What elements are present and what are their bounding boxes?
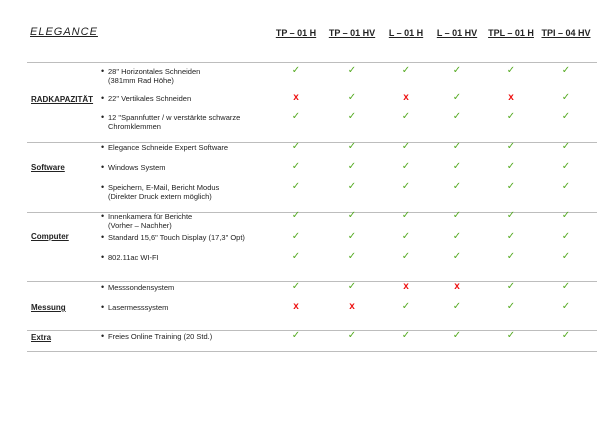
check-icon: ✓ <box>291 161 301 172</box>
feature-item <box>101 302 169 312</box>
feature-item <box>101 162 166 172</box>
check-icon: ✓ <box>561 281 571 292</box>
cross-icon: x <box>403 92 409 103</box>
check-icon: ✓ <box>452 181 462 192</box>
check-icon: ✓ <box>291 330 301 341</box>
check-icon: ✓ <box>347 111 357 122</box>
feature-text: Freies Online Training (20 Std.) <box>108 332 213 341</box>
check-icon: ✓ <box>401 231 411 242</box>
feature-item <box>101 282 175 292</box>
feature-text: Windows System <box>108 163 166 172</box>
bullet-icon: • <box>101 182 105 192</box>
check-icon: ✓ <box>347 161 357 172</box>
check-icon: ✓ <box>347 231 357 242</box>
check-icon: ✓ <box>561 92 571 103</box>
feature-text: (381mm Rad Höhe) <box>108 76 174 85</box>
check-icon: ✓ <box>506 141 516 152</box>
bullet-icon: • <box>101 331 105 341</box>
section-label: RADKAPAZITÄT <box>31 95 94 104</box>
check-icon: ✓ <box>506 330 516 341</box>
page-title: ELEGANCE <box>30 26 98 38</box>
feature-item <box>101 182 220 201</box>
column-header: TPL – 01 H <box>488 28 534 38</box>
check-icon: ✓ <box>452 111 462 122</box>
column-header: L – 01 H <box>388 28 424 38</box>
check-icon: ✓ <box>347 330 357 341</box>
check-icon: ✓ <box>401 330 411 341</box>
check-icon: ✓ <box>291 251 301 262</box>
section-label: Software <box>31 163 65 172</box>
column-header: TP – 01 HV <box>328 28 376 38</box>
feature-text: (Direkter Druck extern möglich) <box>108 192 212 201</box>
check-icon: ✓ <box>506 251 516 262</box>
feature-item <box>101 331 213 341</box>
check-icon: ✓ <box>347 281 357 292</box>
check-icon: ✓ <box>401 161 411 172</box>
check-icon: ✓ <box>561 210 571 221</box>
row-divider <box>27 351 597 352</box>
check-icon: ✓ <box>561 65 571 76</box>
feature-text: 12 "Spannfutter / w verstärkte schwarze <box>108 113 241 122</box>
feature-text: 28" Horizontales Schneiden <box>108 67 201 76</box>
check-icon: ✓ <box>561 330 571 341</box>
check-icon: ✓ <box>506 181 516 192</box>
check-icon: ✓ <box>347 92 357 103</box>
check-icon: ✓ <box>347 65 357 76</box>
feature-text: Lasermesssystem <box>108 303 169 312</box>
check-icon: ✓ <box>347 181 357 192</box>
column-header: TP – 01 H <box>275 28 317 38</box>
feature-text: Chromklemmen <box>108 122 161 131</box>
cross-icon: x <box>349 301 355 312</box>
check-icon: ✓ <box>291 181 301 192</box>
check-icon: ✓ <box>506 281 516 292</box>
column-header: TPI – 04 HV <box>541 28 591 38</box>
bullet-icon: • <box>101 282 105 292</box>
feature-text: Speichern, E-Mail, Bericht Modus <box>108 183 220 192</box>
feature-text: 802.11ac WI-FI <box>108 253 159 262</box>
check-icon: ✓ <box>452 210 462 221</box>
bullet-icon: • <box>101 112 105 122</box>
check-icon: ✓ <box>561 181 571 192</box>
check-icon: ✓ <box>401 301 411 312</box>
feature-item <box>101 66 201 85</box>
check-icon: ✓ <box>452 161 462 172</box>
row-divider <box>27 62 597 63</box>
check-icon: ✓ <box>401 111 411 122</box>
cross-icon: x <box>403 281 409 292</box>
feature-text: Messsondensystem <box>108 283 175 292</box>
check-icon: ✓ <box>561 301 571 312</box>
check-icon: ✓ <box>401 251 411 262</box>
cross-icon: x <box>293 92 299 103</box>
check-icon: ✓ <box>506 111 516 122</box>
check-icon: ✓ <box>291 281 301 292</box>
feature-item <box>101 252 159 262</box>
check-icon: ✓ <box>452 65 462 76</box>
feature-item <box>101 112 241 131</box>
check-icon: ✓ <box>506 231 516 242</box>
bullet-icon: • <box>101 252 105 262</box>
bullet-icon: • <box>101 142 105 152</box>
section-label: Messung <box>31 303 66 312</box>
check-icon: ✓ <box>401 210 411 221</box>
check-icon: ✓ <box>291 111 301 122</box>
feature-text: Standard 15,6" Touch Display (17,3" Opt) <box>108 233 245 242</box>
check-icon: ✓ <box>291 65 301 76</box>
check-icon: ✓ <box>452 301 462 312</box>
check-icon: ✓ <box>401 65 411 76</box>
section-label: Extra <box>31 333 52 342</box>
check-icon: ✓ <box>452 330 462 341</box>
check-icon: ✓ <box>561 231 571 242</box>
feature-item <box>101 93 192 103</box>
feature-item <box>101 211 193 230</box>
check-icon: ✓ <box>452 141 462 152</box>
check-icon: ✓ <box>506 161 516 172</box>
bullet-icon: • <box>101 66 105 76</box>
check-icon: ✓ <box>452 251 462 262</box>
feature-item <box>101 232 245 242</box>
cross-icon: x <box>454 281 460 292</box>
check-icon: ✓ <box>561 111 571 122</box>
check-icon: ✓ <box>506 301 516 312</box>
check-icon: ✓ <box>561 141 571 152</box>
bullet-icon: • <box>101 211 105 221</box>
bullet-icon: • <box>101 302 105 312</box>
column-header: L – 01 HV <box>436 28 478 38</box>
cross-icon: x <box>508 92 514 103</box>
bullet-icon: • <box>101 162 105 172</box>
check-icon: ✓ <box>561 251 571 262</box>
check-icon: ✓ <box>561 161 571 172</box>
check-icon: ✓ <box>347 210 357 221</box>
check-icon: ✓ <box>452 92 462 103</box>
feature-item <box>101 142 229 152</box>
check-icon: ✓ <box>347 251 357 262</box>
cross-icon: x <box>293 301 299 312</box>
check-icon: ✓ <box>291 231 301 242</box>
check-icon: ✓ <box>506 210 516 221</box>
bullet-icon: • <box>101 93 105 103</box>
check-icon: ✓ <box>452 231 462 242</box>
feature-text: Elegance Schneide Expert Software <box>108 143 229 152</box>
feature-text: (Vorher – Nachher) <box>108 221 172 230</box>
feature-text: 22" Vertikales Schneiden <box>108 94 192 103</box>
check-icon: ✓ <box>401 181 411 192</box>
bullet-icon: • <box>101 232 105 242</box>
check-icon: ✓ <box>401 141 411 152</box>
check-icon: ✓ <box>506 65 516 76</box>
check-icon: ✓ <box>347 141 357 152</box>
check-icon: ✓ <box>291 210 301 221</box>
feature-text: Innenkamera für Berichte <box>108 212 193 221</box>
section-label: Computer <box>31 232 69 241</box>
check-icon: ✓ <box>291 141 301 152</box>
